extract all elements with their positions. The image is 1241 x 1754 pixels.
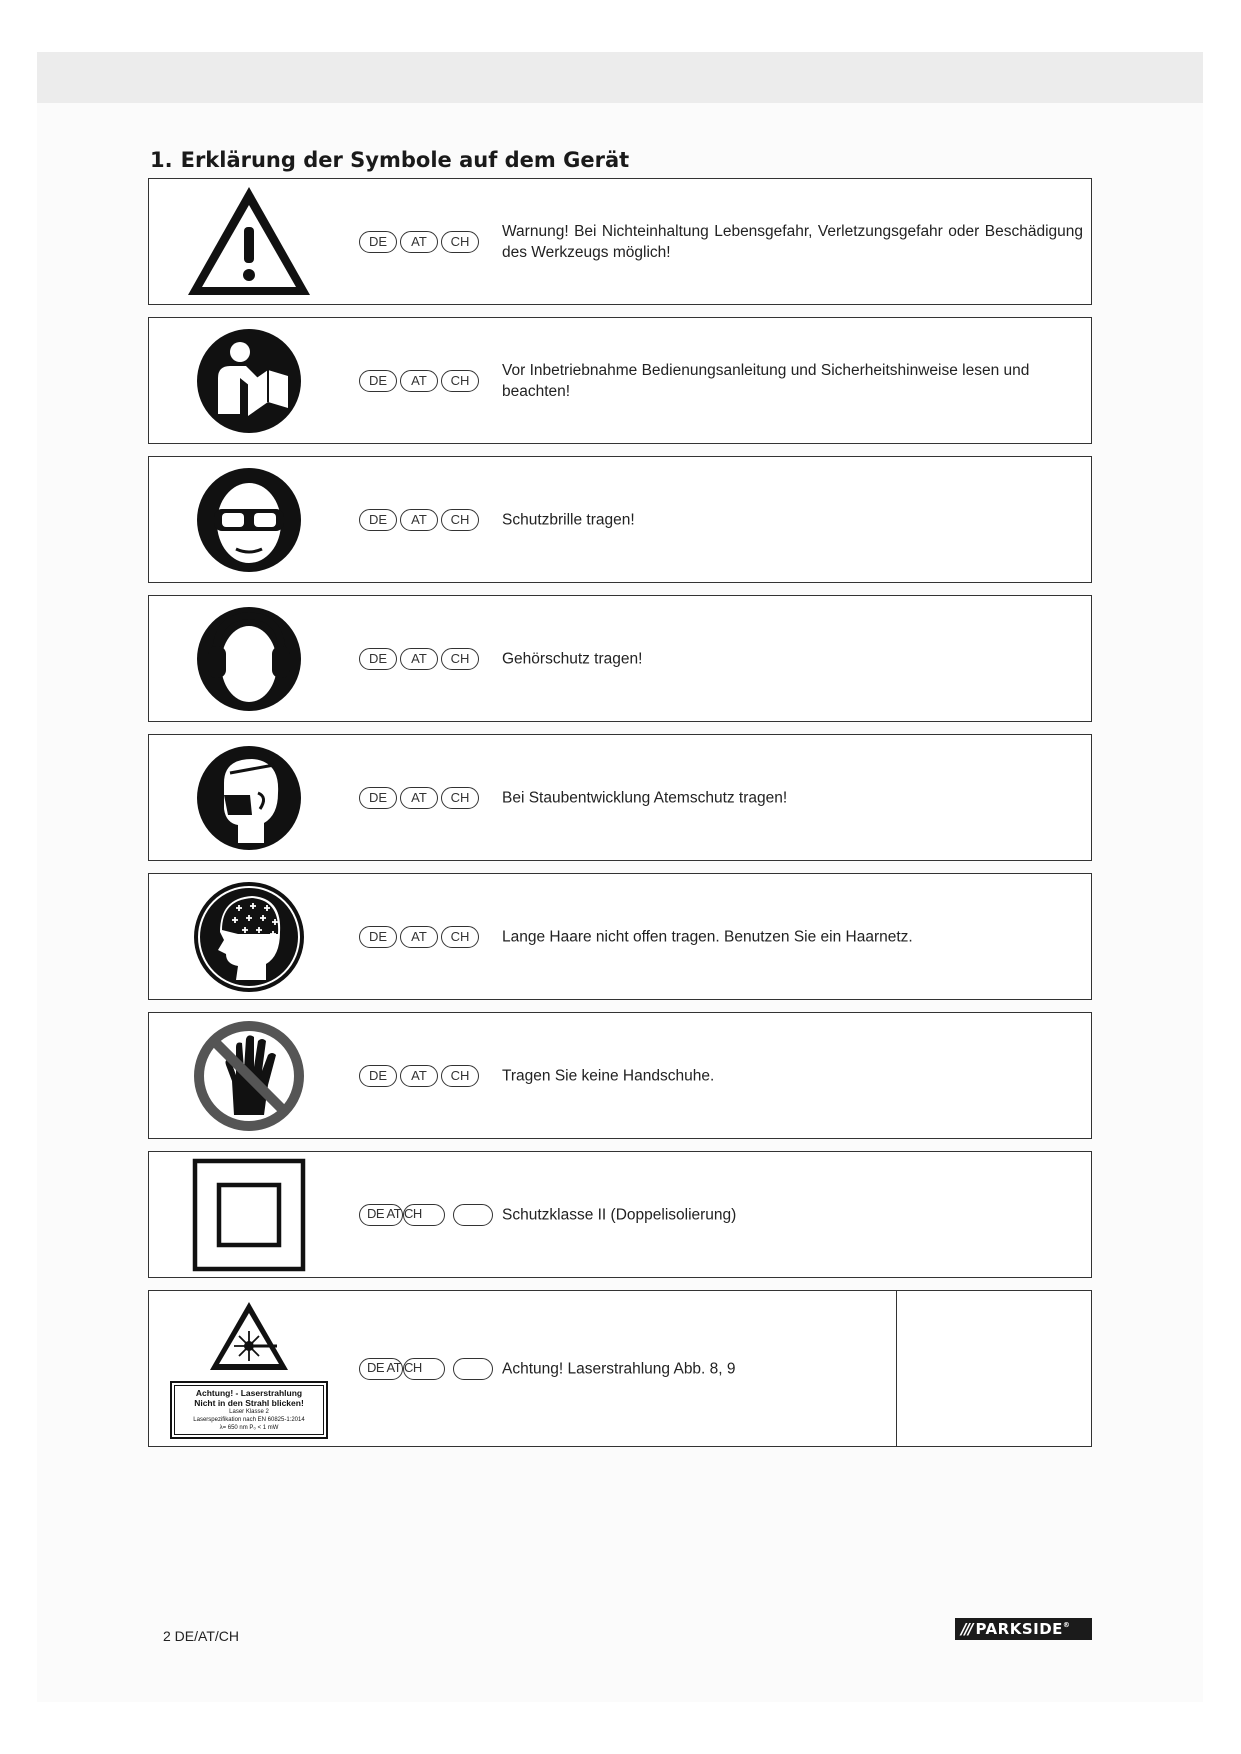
symbol-row-hearing (148, 595, 1092, 722)
code-ch: CH (441, 926, 479, 948)
laser-label-line1: Achtung! - Laserstrahlung (195, 1387, 303, 1398)
hairnet-icon (149, 874, 349, 999)
code-de: DE (359, 787, 397, 809)
code-ch: CH (441, 370, 479, 392)
symbol-row-read-manual (148, 317, 1092, 444)
country-codes (359, 1065, 479, 1087)
code-at: AT (400, 231, 438, 253)
warning-triangle-icon (149, 179, 349, 304)
country-codes (359, 231, 479, 253)
header-band (37, 52, 1203, 103)
laser-warning-icon (149, 1291, 349, 1446)
parkside-logo (955, 1618, 1092, 1640)
section-title: Erklärung der Symbole auf dem Gerät (180, 148, 630, 172)
code-ch: CH (441, 231, 479, 253)
symbol-row-hairnet (148, 873, 1092, 1000)
logo-slashes: /// (961, 1620, 972, 1638)
symbol-description: Bei Staubentwicklung Atemschutz tragen! (502, 789, 788, 806)
empty-code-pill (453, 1204, 493, 1226)
symbol-description: Gehörschutz tragen! (502, 650, 643, 667)
section-heading (150, 148, 629, 172)
empty-cell (896, 1291, 1091, 1446)
laser-label-line3: Laser Klasse 2 (229, 1408, 269, 1415)
page-number: 2 DE/AT/CH (163, 1628, 239, 1644)
code-ch: CH (441, 509, 479, 531)
code-de: DE (359, 370, 397, 392)
respirator-icon (149, 735, 349, 860)
symbol-row-goggles (148, 456, 1092, 583)
code-at: AT (400, 370, 438, 392)
code-ch: CH (441, 1065, 479, 1087)
logo-text: PARKSIDE (975, 1620, 1063, 1638)
code-at: AT (400, 787, 438, 809)
symbol-description: Warnung! Bei Nichteinhaltung Lebensgefahr, Verletzungsgefahr oder Beschädigung des Werkzeugs möglich! (502, 222, 1083, 261)
merged-codes-text: DE AT CH (367, 1359, 422, 1375)
symbol-row-no-gloves (148, 1012, 1092, 1139)
section-number: 1. (150, 148, 173, 172)
symbol-row-warning (148, 178, 1092, 305)
symbol-description: Vor Inbetriebnahme Bedienungsanleitung und Sicherheitshinweise lesen und beachten! (502, 361, 1030, 400)
no-gloves-icon (149, 1013, 349, 1138)
code-de: DE (359, 1065, 397, 1087)
country-codes (359, 370, 479, 392)
code-ch: CH (441, 648, 479, 670)
symbol-description: Achtung! Laserstrahlung Abb. 8, 9 (502, 1360, 736, 1377)
hearing-protection-icon (149, 596, 349, 721)
merged-codes-text: DE AT CH (367, 1205, 422, 1221)
safety-goggles-icon (149, 457, 349, 582)
trademark-mark: ® (1062, 1621, 1070, 1629)
symbol-description: Lange Haare nicht offen tragen. Benutzen Sie ein Haarnetz. (502, 928, 913, 945)
country-codes (359, 926, 479, 948)
read-manual-icon (149, 318, 349, 443)
merged-codes (359, 1358, 447, 1380)
code-at: AT (400, 509, 438, 531)
country-codes (359, 509, 479, 531)
code-at: AT (400, 1065, 438, 1087)
country-codes (359, 1204, 493, 1226)
empty-code-pill (453, 1358, 493, 1380)
laser-label-line2: Nicht in den Strahl blicken! (194, 1397, 304, 1408)
country-codes (359, 1358, 493, 1380)
merged-codes (359, 1204, 447, 1226)
symbol-row-protection-class (148, 1151, 1092, 1278)
symbol-row-respirator (148, 734, 1092, 861)
laser-label (170, 1381, 328, 1439)
code-de: DE (359, 926, 397, 948)
symbol-row-laser (148, 1290, 1092, 1447)
code-ch: CH (441, 787, 479, 809)
code-de: DE (359, 648, 397, 670)
protection-class-ii-icon (149, 1152, 349, 1277)
symbol-description: Tragen Sie keine Handschuhe. (502, 1067, 715, 1084)
code-de: DE (359, 509, 397, 531)
laser-label-line4: Laserspezifikation nach EN 60825-1:2014 (193, 1416, 305, 1423)
symbol-description: Schutzbrille tragen! (502, 511, 635, 528)
code-de: DE (359, 231, 397, 253)
symbol-description: Schutzklasse II (Doppelisolierung) (502, 1206, 737, 1223)
code-at: AT (400, 648, 438, 670)
country-codes (359, 787, 479, 809)
country-codes (359, 648, 479, 670)
code-at: AT (400, 926, 438, 948)
laser-label-line5: λ= 650 nm P₀ < 1 mW (219, 1424, 279, 1431)
